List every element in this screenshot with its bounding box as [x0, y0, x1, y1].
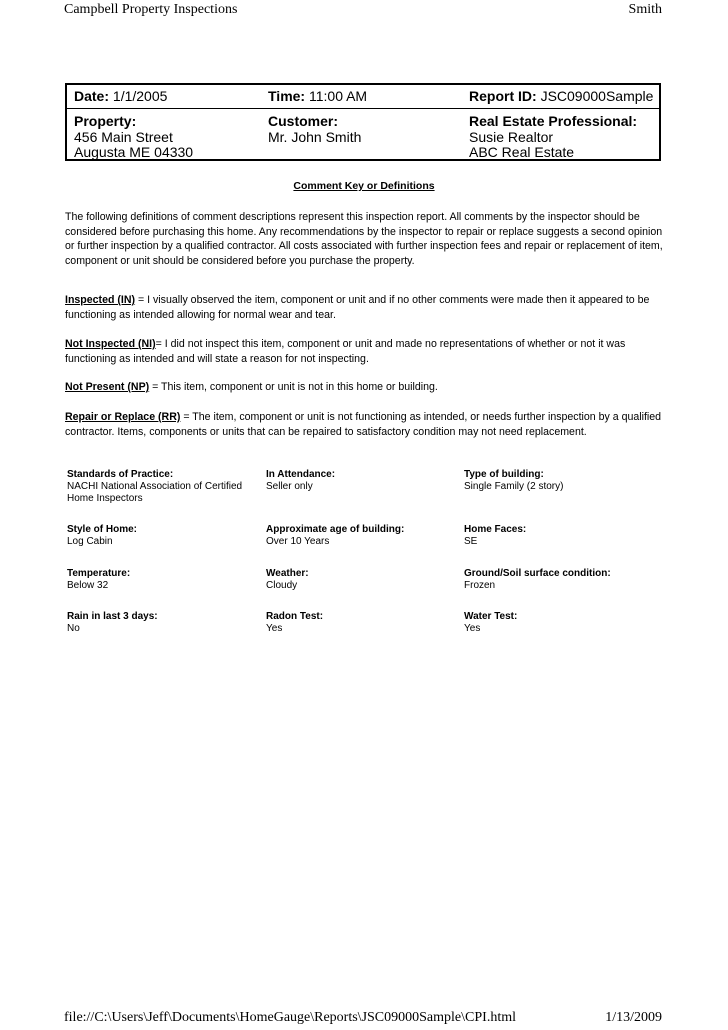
fact-standards: Standards of Practice: NACHI National Association of Certified Home Inspectors: [67, 469, 243, 504]
fact-radon: Radon Test: Yes: [266, 611, 324, 634]
fact-weather: Weather: Cloudy: [266, 568, 309, 591]
definition-not-inspected: Not Inspected (NI)= I did not inspect this item, component or unit and made no representations of whether or not it was functioning as intended and will state a reason for not inspecting.: [65, 338, 626, 365]
comment-key-intro: The following definitions of comment descriptions represent this inspection report. All comments by the inspector should be considered before purchasing this home. Any recommendations by the inspector to repair or replace suggests a second opinion or further inspection by a qualified contractor. All costs associated with further inspection fees and repair or replacement of item, component or unit should be considered before you purchase the property.: [65, 211, 663, 267]
definition-not-present: Not Present (NP) = This item, component or unit is not in this home or building.: [65, 381, 438, 393]
print-date: 1/13/2009: [605, 1010, 662, 1025]
report-info-box: [65, 83, 661, 161]
customer-label: Customer:: [268, 113, 339, 129]
fact-attendance: In Attendance: Seller only: [266, 469, 336, 492]
fact-rain: Rain in last 3 days: No: [67, 611, 158, 634]
fact-temperature: Temperature: Below 32: [67, 568, 131, 591]
agent-name: Susie Realtor: [469, 129, 554, 145]
fact-ground-condition: Ground/Soil surface condition: Frozen: [464, 568, 611, 591]
time-field: Time: 11:00 AM: [268, 88, 368, 104]
company-name: Campbell Property Inspections: [64, 2, 238, 17]
property-label: Property:: [74, 113, 137, 129]
agent-label: Real Estate Professional:: [469, 113, 638, 129]
fact-home-faces: Home Faces: SE: [464, 524, 527, 547]
property-address-line2: Augusta ME 04330: [74, 144, 194, 160]
fact-building-age: Approximate age of building: Over 10 Years: [266, 524, 405, 547]
customer-name: Mr. John Smith: [268, 129, 362, 145]
property-address-line1: 456 Main Street: [74, 129, 173, 145]
fact-building-type: Type of building: Single Family (2 story): [464, 469, 564, 492]
file-path: file://C:\Users\Jeff\Documents\HomeGauge\Reports\JSC09000Sample\CPI.html: [64, 1010, 516, 1025]
fact-water: Water Test: Yes: [464, 611, 518, 634]
client-name: Smith: [628, 2, 662, 17]
report-id-field: Report ID: JSC09000Sample: [469, 88, 654, 104]
print-footer: [64, 1010, 662, 1028]
print-header: [64, 2, 662, 20]
date-field: Date: 1/1/2005: [74, 88, 168, 104]
fact-home-style: Style of Home: Log Cabin: [67, 524, 138, 547]
agent-company: ABC Real Estate: [469, 144, 575, 160]
definition-inspected: Inspected (IN) = I visually observed the item, component or unit and if no other comments were made then it appeared to be functioning as intended allowing for normal wear and tear.: [65, 294, 650, 321]
definition-repair-replace: Repair or Replace (RR) = The item, component or unit is not functioning as intended, or needs further inspection by a qualified contractor. Items, components or units that can be repaired to satisfactory condition may not need replacement.: [65, 411, 662, 438]
comment-key-title: Comment Key or Definitions: [293, 180, 435, 192]
